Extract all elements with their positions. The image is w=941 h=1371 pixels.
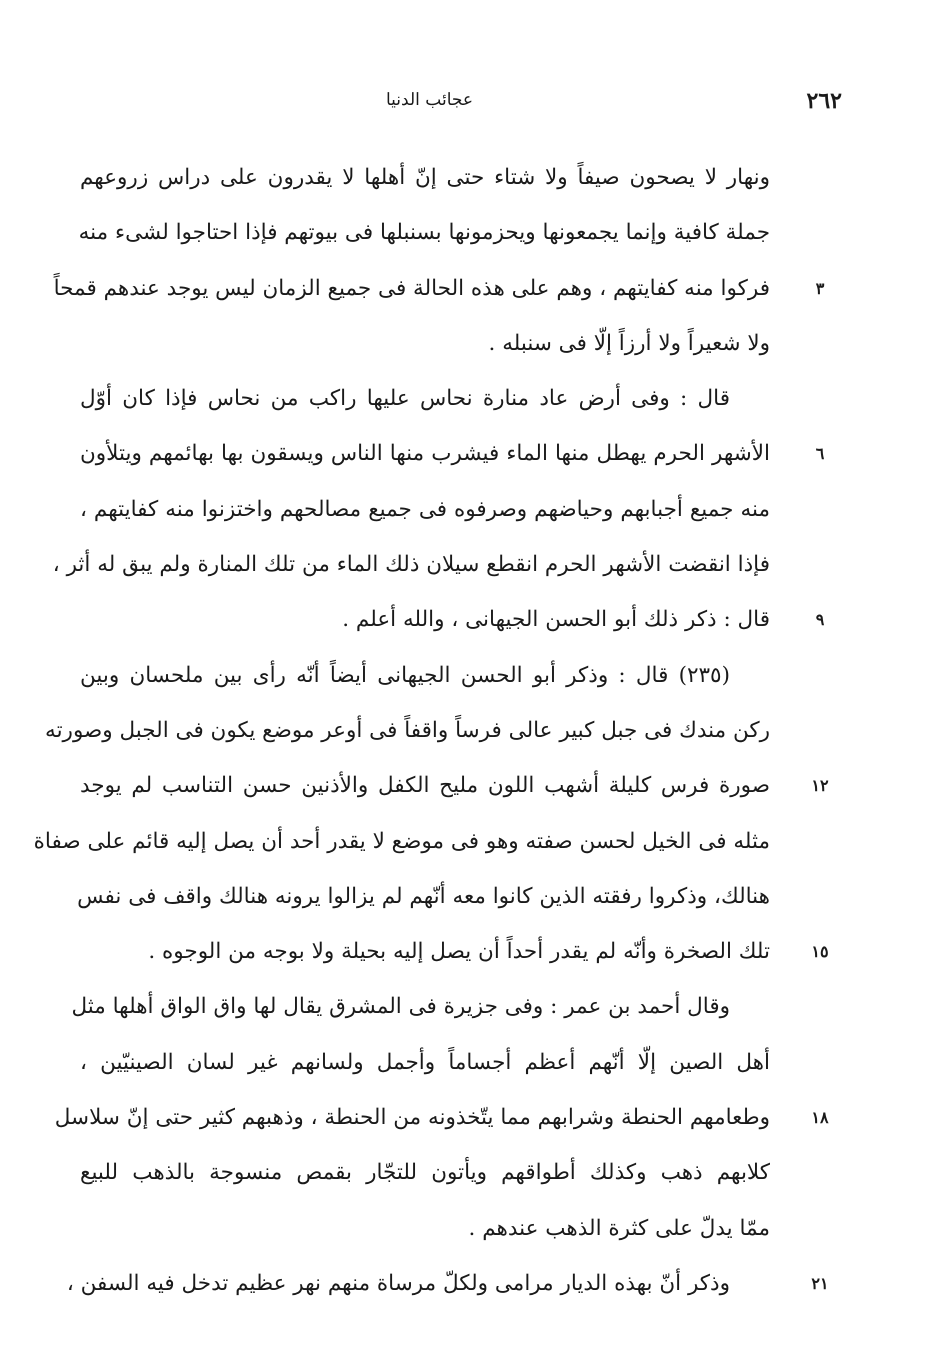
text-line	[53, 261, 825, 316]
line-text: ممّا يدلّ على كثرة الذهب عندهم .	[468, 1215, 770, 1241]
line-text: أهل الصين إلّا أنّهم أعظم أجساماً وأجمل ولسانهم غير لسان الصينيّين ،	[80, 1049, 770, 1075]
text-line	[80, 150, 770, 205]
line-text: فإذا انقضت الأشهر الحرم انقطع سيلان ذلك الماء من تلك المنارة ولم يبق له أثر ،	[52, 552, 770, 578]
text-line	[80, 371, 770, 426]
text-line	[80, 758, 829, 813]
line-text: قال : وفى أرض عاد منارة نحاس عليها راكب من نحاس فإذا كان أوّل	[80, 386, 730, 412]
text-line	[80, 924, 829, 979]
line-text: مثله فى الخيل لحسن صفته وهو فى موضع لا يقدر أحد أن يصل إليه قائم على صفاة	[33, 828, 770, 854]
text-line	[66, 1256, 829, 1311]
line-text: منه جميع أجبابهم وحياضهم وصرفوه فى جميع مصالحهم واختزنوا منه كفايتهم ،	[80, 496, 770, 522]
text-line	[71, 979, 770, 1034]
line-text: وطعامهم الحنطة وشرابهم مما يتّخذونه من الحنطة ، وذهبهم كثير حتى إنّ سلاسل	[54, 1105, 770, 1131]
line-number: ٣	[815, 278, 825, 298]
line-text: ركن مندك فى جبل كبير عالى فرساً واقفاً فى أوعر موضع يكون فى الجبل وصورته	[45, 717, 770, 743]
page-header	[90, 84, 842, 120]
line-text: صورة فرس كليلة أشهب اللون مليح الكفل والأذنين حسن التناسب لم يوجد	[80, 773, 770, 799]
line-text: وذكر أنّ بهذه الديار مرامى ولكلّ مرساة منهم نهر عظيم تدخل فيه السفن ،	[66, 1270, 730, 1296]
line-number: ١٥	[811, 942, 829, 962]
text-line	[33, 814, 770, 869]
text-line	[80, 1035, 770, 1090]
line-text: فركوا منه كفايتهم ، وهم على هذه الحالة فى جميع الزمان ليس يوجد عندهم قمحاً	[53, 275, 770, 301]
line-text: كلابهم ذهب وكذلك أطواقهم ويأتون للتجّار بقمص منسوجة بالذهب للبيع	[80, 1160, 770, 1186]
body-text	[33, 150, 829, 1311]
line-text: ولا شعيراً ولا أرزاً إلّا فى سنبله .	[488, 330, 770, 356]
line-text: الأشهر الحرم يهطل منها الماء فيشرب منها الناس ويسقون بها بهائمهم ويتلأون	[80, 441, 770, 467]
line-text: هنالك، وذكروا رفقته الذين كانوا معه أنّهم لم يزالوا يرونه هنالك واقف فى نفس	[77, 883, 770, 909]
running-title: عجائب الدنيا	[386, 90, 473, 110]
text-line	[80, 426, 825, 481]
line-text: ونهار لا يصحون صيفاً ولا شتاء حتى إنّ أهلها لا يقدرون على دراس زروعهم	[80, 165, 770, 190]
line-text: وقال أحمد بن عمر : وفى جزيرة فى المشرق يقال لها واق الواق أهلها مثل	[71, 994, 730, 1020]
text-line	[80, 1201, 770, 1256]
text-line	[52, 537, 770, 592]
text-line	[80, 592, 825, 647]
text-line	[80, 482, 770, 537]
page-number: ٢٦٢	[806, 88, 842, 114]
line-number: ١٢	[811, 776, 829, 796]
text-line	[80, 205, 770, 260]
text-line	[80, 648, 770, 703]
line-text: قال : ذكر ذلك أبو الحسن الجيهانى ، والله أعلم .	[342, 607, 770, 633]
text-line	[77, 869, 770, 924]
line-number: ٢١	[811, 1273, 829, 1293]
text-line	[80, 1145, 770, 1200]
text-line	[54, 1090, 829, 1145]
line-text: جملة كافية وإنما يجمعونها ويحزمونها بسنبلها فى بيوتهم فإذا احتاجوا لشىء منه	[78, 220, 770, 246]
line-text: (٢٣٥) قال : وذكر أبو الحسن الجيهانى أيضاً أنّه رأى بين ملحسان وبين	[80, 662, 730, 688]
line-number: ٦	[815, 444, 825, 464]
text-line	[45, 703, 770, 758]
line-number: ١٨	[811, 1108, 829, 1128]
line-number: ٩	[815, 610, 825, 630]
text-line	[80, 316, 770, 371]
line-text: تلك الصخرة وأنّه لم يقدر أحداً أن يصل إليه بحيلة ولا بوجه من الوجوه .	[148, 939, 770, 965]
